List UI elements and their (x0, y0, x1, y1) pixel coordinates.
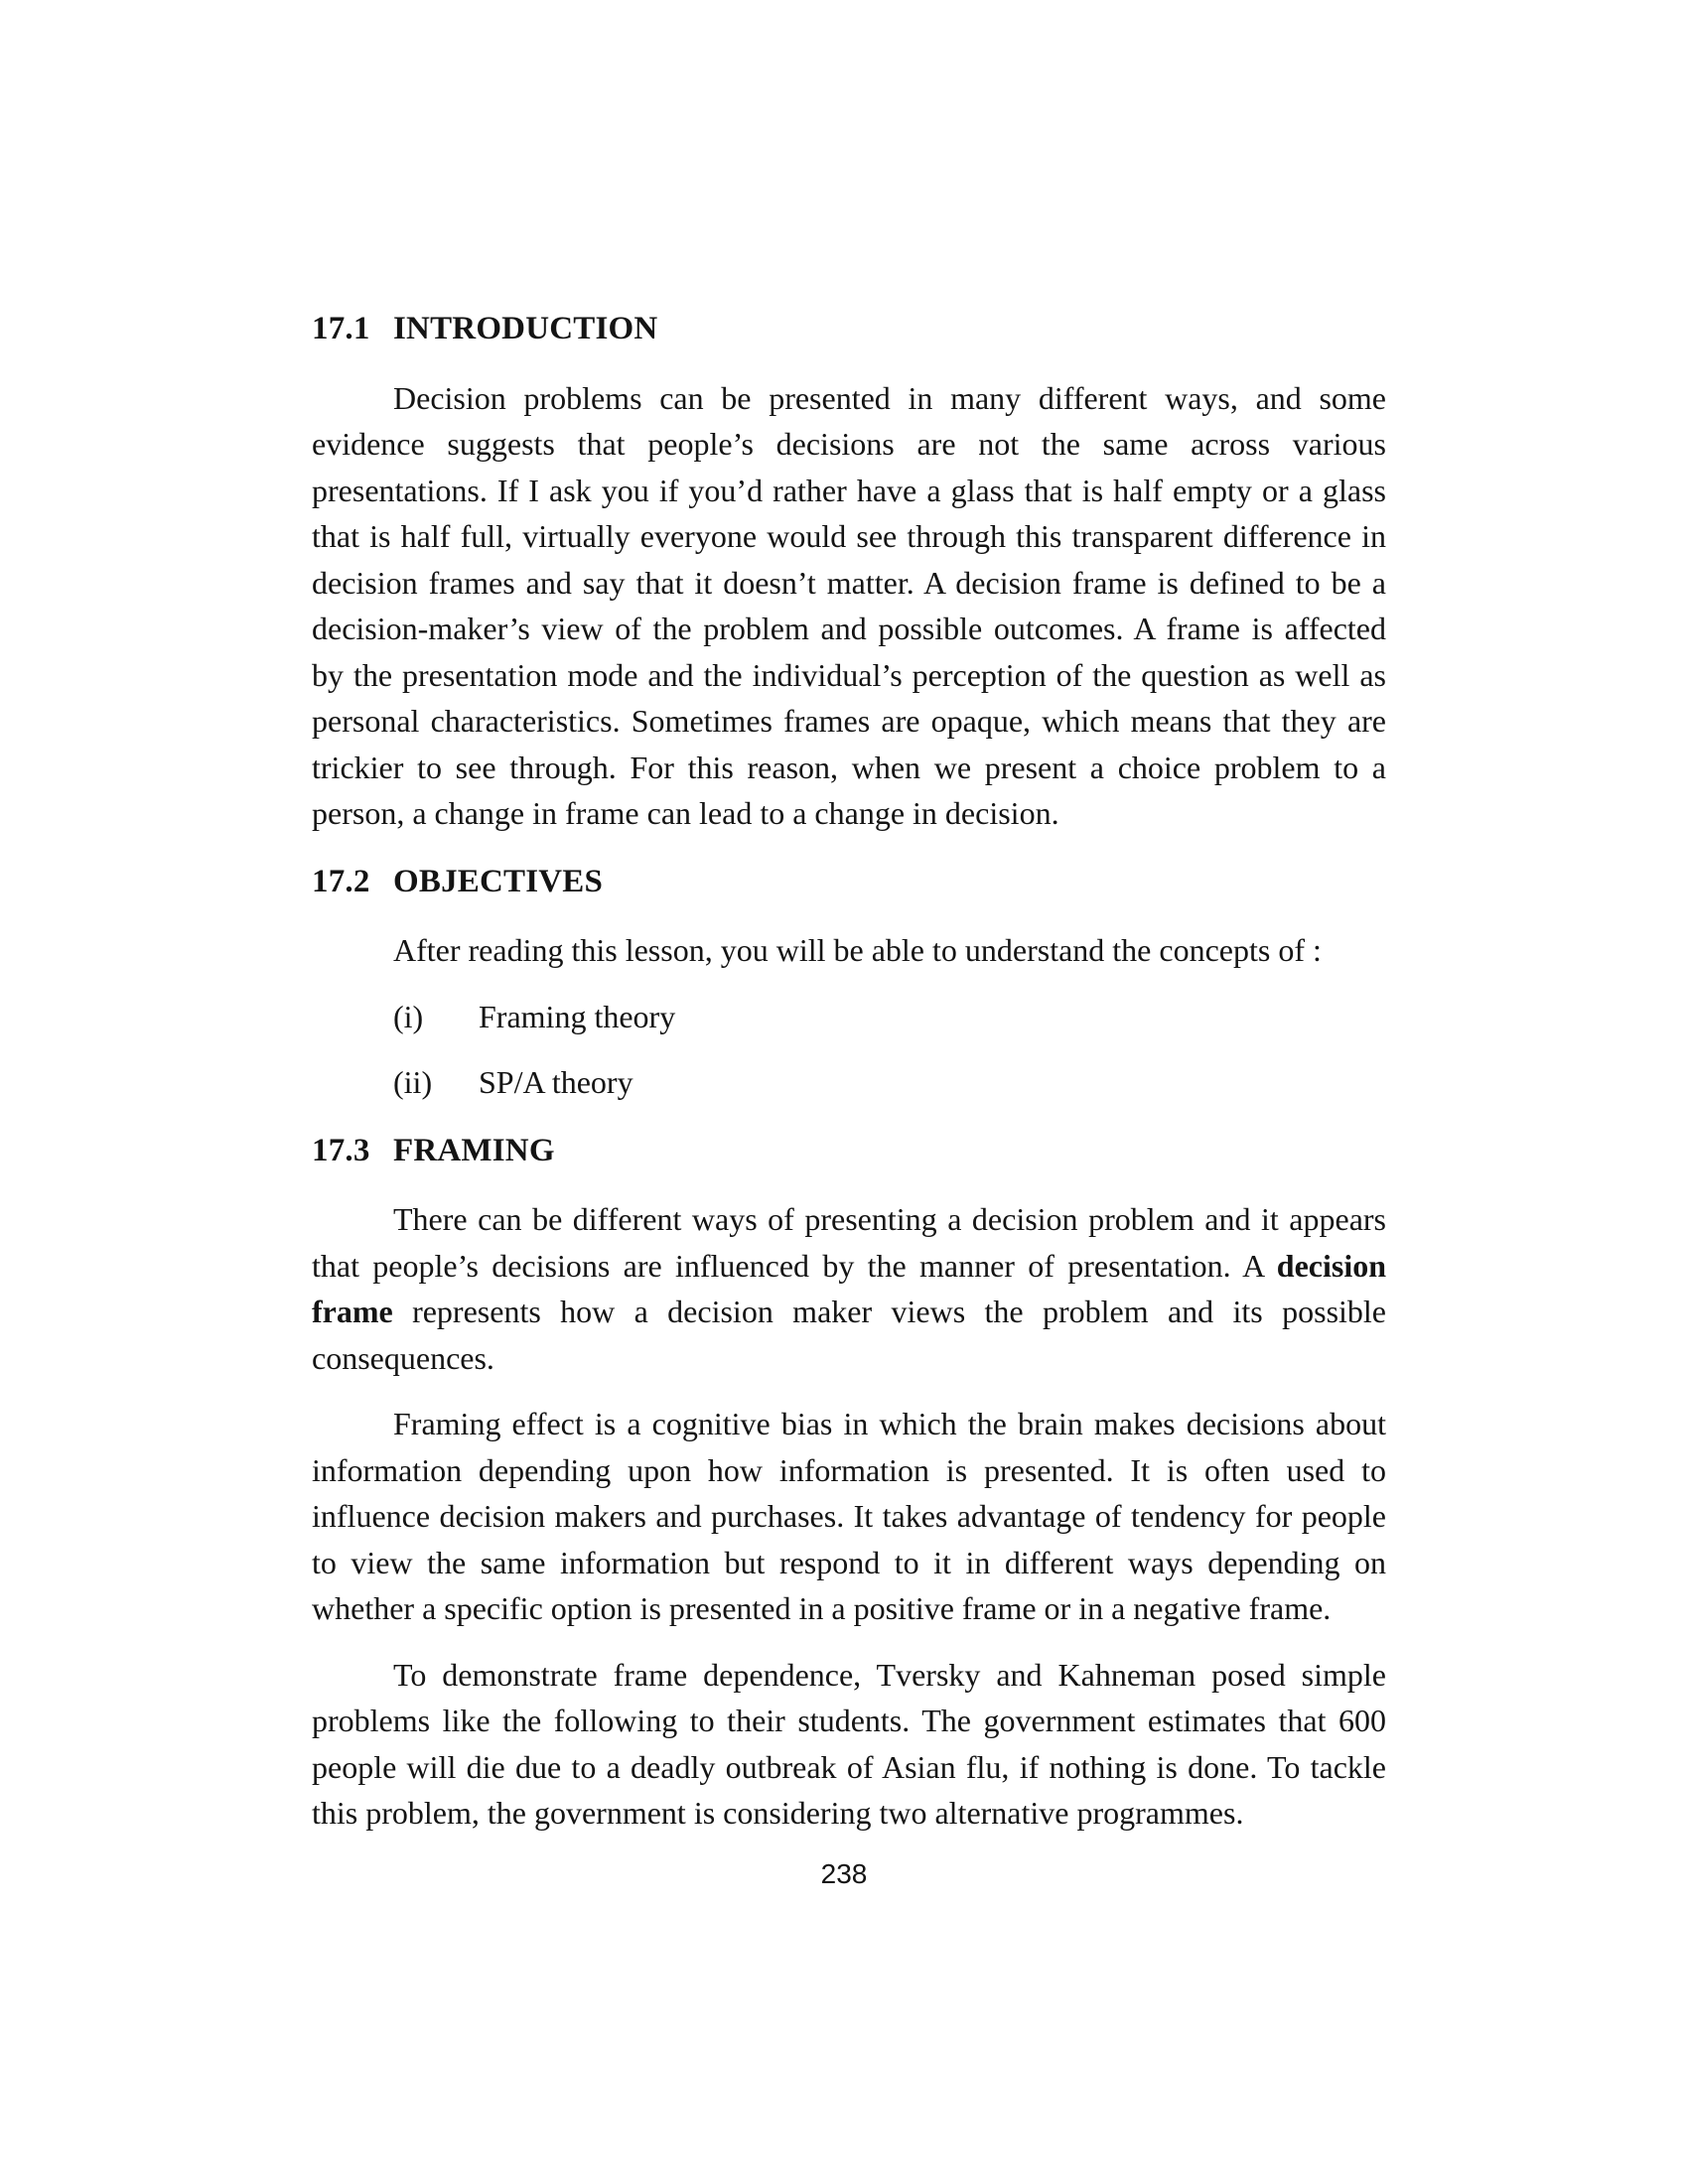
section-number: 17.3 (312, 1132, 370, 1168)
page-content (312, 310, 1386, 1837)
framing-paragraph-1-text-b: represents how a decision maker views the problem and its possible consequences. (312, 1294, 1386, 1376)
section-number: 17.1 (312, 311, 370, 346)
section-number: 17.2 (312, 863, 370, 899)
framing-paragraph-1 (312, 1196, 1386, 1381)
section-title: FRAMING (393, 1132, 555, 1168)
objectives-lead-paragraph: After reading this lesson, you will be able to understand the concepts of : (393, 932, 1322, 969)
section-title: INTRODUCTION (393, 311, 658, 346)
list-marker: (i) (393, 998, 424, 1034)
section-heading-objectives (312, 863, 1386, 902)
list-item-text: SP/A theory (479, 1064, 633, 1101)
objectives-list (312, 994, 1386, 1106)
list-item (312, 1059, 1386, 1106)
list-item-text: Framing theory (479, 998, 676, 1034)
framing-paragraph-2: Framing effect is a cognitive bias in which the brain makes decisions about information depending upon how information is presented. It is often used to influence decision makers and purchases. It takes advantage of tendency for people to view the same information but respond to it in different ways depending on whether a specific option is presented in a positive frame or in a negative frame. (312, 1406, 1386, 1627)
framing-paragraph-3: To demonstrate frame dependence, Tversky and Kahneman posed simple problems like the following to their students. The government estimates that 600 people will die due to a deadly outbreak of Asian flu, if nothing is done. To tackle this problem, the government is considering two alternative programmes. (312, 1656, 1386, 1832)
decision-frame-term: decision frame (312, 1247, 1386, 1330)
section-heading-introduction (312, 310, 1386, 349)
section-title: OBJECTIVES (393, 863, 604, 899)
list-item (312, 994, 1386, 1040)
page-number: 238 (820, 1858, 868, 1889)
list-marker: (ii) (393, 1064, 433, 1101)
introduction-paragraph: Decision problems can be presented in many different ways, and some evidence suggests that people’s decisions are not the same across various presentations. If I ask you if you’d rather have a glass that is half empty or a glass that is half full, virtually everyone would see through this transparent difference in decision frames and say that it doesn’t matter. A decision frame is defined to be a decision-maker’s view of the problem and possible outcomes. A frame is affected by the presentation mode and the individual’s perception of the question as well as personal characteristics. Sometimes frames are opaque, which means that they are trickier to see through. For this reason, when we present a choice problem to a person, a change in frame can lead to a change in decision. (312, 379, 1386, 832)
framing-paragraph-1-text-a: There can be different ways of presenting a decision problem and it appears that people’s decisions are influenced by the manner of presentation. A (312, 1201, 1386, 1284)
section-heading-framing (312, 1132, 1386, 1171)
